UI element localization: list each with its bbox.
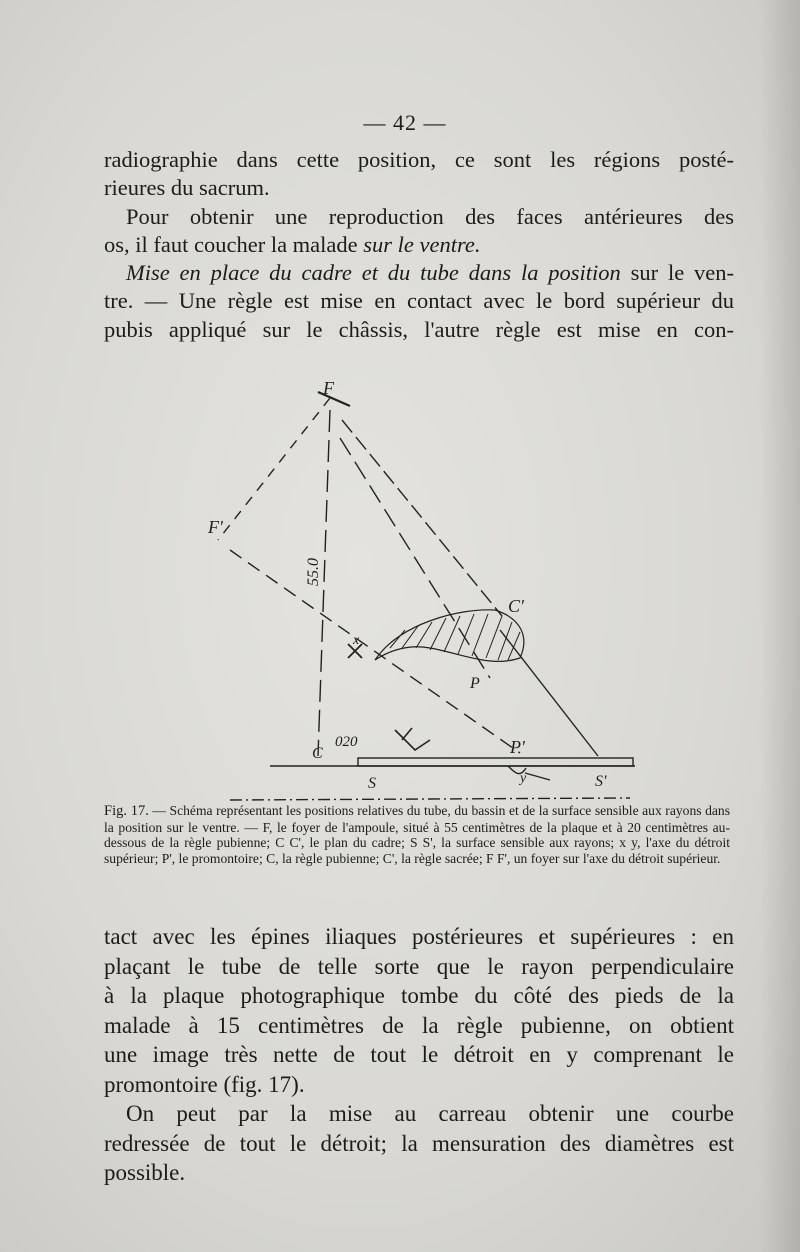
caption-label: Fig. 17.: [104, 803, 149, 819]
text-run: sur le ven-: [620, 260, 734, 286]
text-line: tre. — Une règle est mise en contact avec le bord supérieur du: [104, 288, 734, 314]
text-line: [104, 231, 734, 259]
text-line: promontoire (fig. 17).: [104, 1071, 305, 1097]
label-S: S: [368, 775, 376, 792]
label-S-prime: S': [595, 773, 607, 790]
italic-heading: Mise en place du cadre et du tube dans la position: [126, 260, 621, 286]
text-line: plaçant le tube de telle sorte que le rayon perpendiculaire: [104, 953, 734, 979]
figure-17-diagram: [190, 368, 650, 808]
pubic-ruler-mark: [395, 728, 430, 750]
label-F: F: [323, 378, 334, 398]
diagram-svg: [190, 368, 650, 808]
page-edge-shadow: [760, 0, 800, 1252]
text-line: Pour obtenir une reproduction des faces antérieures des: [126, 203, 734, 229]
text-line: tact avec les épines iliaques postérieures et supérieures : en: [104, 924, 734, 949]
label-F-prime: F': [208, 517, 223, 537]
text-line: une image très nette de tout le détroit en y comprenant le: [104, 1042, 734, 1067]
label-horizontal-distance: 020: [335, 734, 358, 750]
page-number: — 42 —: [363, 110, 447, 135]
text-line: pubis appliqué sur le châssis, l'autre règle est mise en con-: [104, 316, 734, 342]
label-vertical-distance: 55.0: [305, 558, 322, 586]
label-y: y: [520, 771, 527, 786]
bottom-text-block: [104, 922, 734, 1188]
top-text-block: [104, 146, 734, 344]
ray-f-cprime: [342, 420, 502, 616]
label-x: x: [353, 633, 360, 648]
sensitive-surface-plate: [358, 758, 633, 766]
text-line: malade à 15 centimètres de la règle pubienne, on obtient: [104, 1012, 734, 1038]
ray-fprime-pprime: [230, 550, 520, 753]
italic-text: sur le ventre.: [363, 231, 481, 257]
s-prime-tick: [525, 773, 550, 780]
text-line: radiographie dans cette position, ce sont les régions posté-: [104, 147, 734, 172]
text-run: os, il faut coucher la malade: [104, 231, 364, 257]
label-C: C: [312, 745, 323, 762]
figure-caption: [104, 803, 730, 866]
dash-dot-line: [230, 798, 630, 800]
label-P-prime: P': [510, 737, 525, 757]
pelvis-hatching: [390, 614, 520, 660]
label-C-prime: C': [508, 596, 524, 616]
text-line: rieures du sacrum.: [104, 175, 270, 201]
text-line: possible.: [104, 1160, 186, 1185]
text-line: [104, 259, 734, 287]
label-P: P: [470, 675, 480, 692]
ray-f-fprime: [218, 398, 330, 540]
caption-text: — Schéma représentant les positions relatives du tube, du bassin et de la surface sensible aux rayons dans la position sur le ventre. — F, le foyer de l'ampoule, situé à 55 centimètres de la plaque et à 20 centimètres au-dessous de la règle pubienne; C C', le plan du cadre; S S', la surface sensible aux rayons; x y, l'axe du détroit supérieur; P', le promontoire; C, la règle pubienne; C', la règle sacrée; F F', un foyer sur l'axe du détroit supérieur.: [104, 803, 730, 866]
text-line: On peut par la mise au carreau obtenir une courbe: [126, 1101, 734, 1126]
text-line: à la plaque photographique tombe du côté des pieds de la: [104, 983, 734, 1008]
text-line: redressée de tout le détroit; la mensuration des diamètres est: [104, 1130, 734, 1156]
